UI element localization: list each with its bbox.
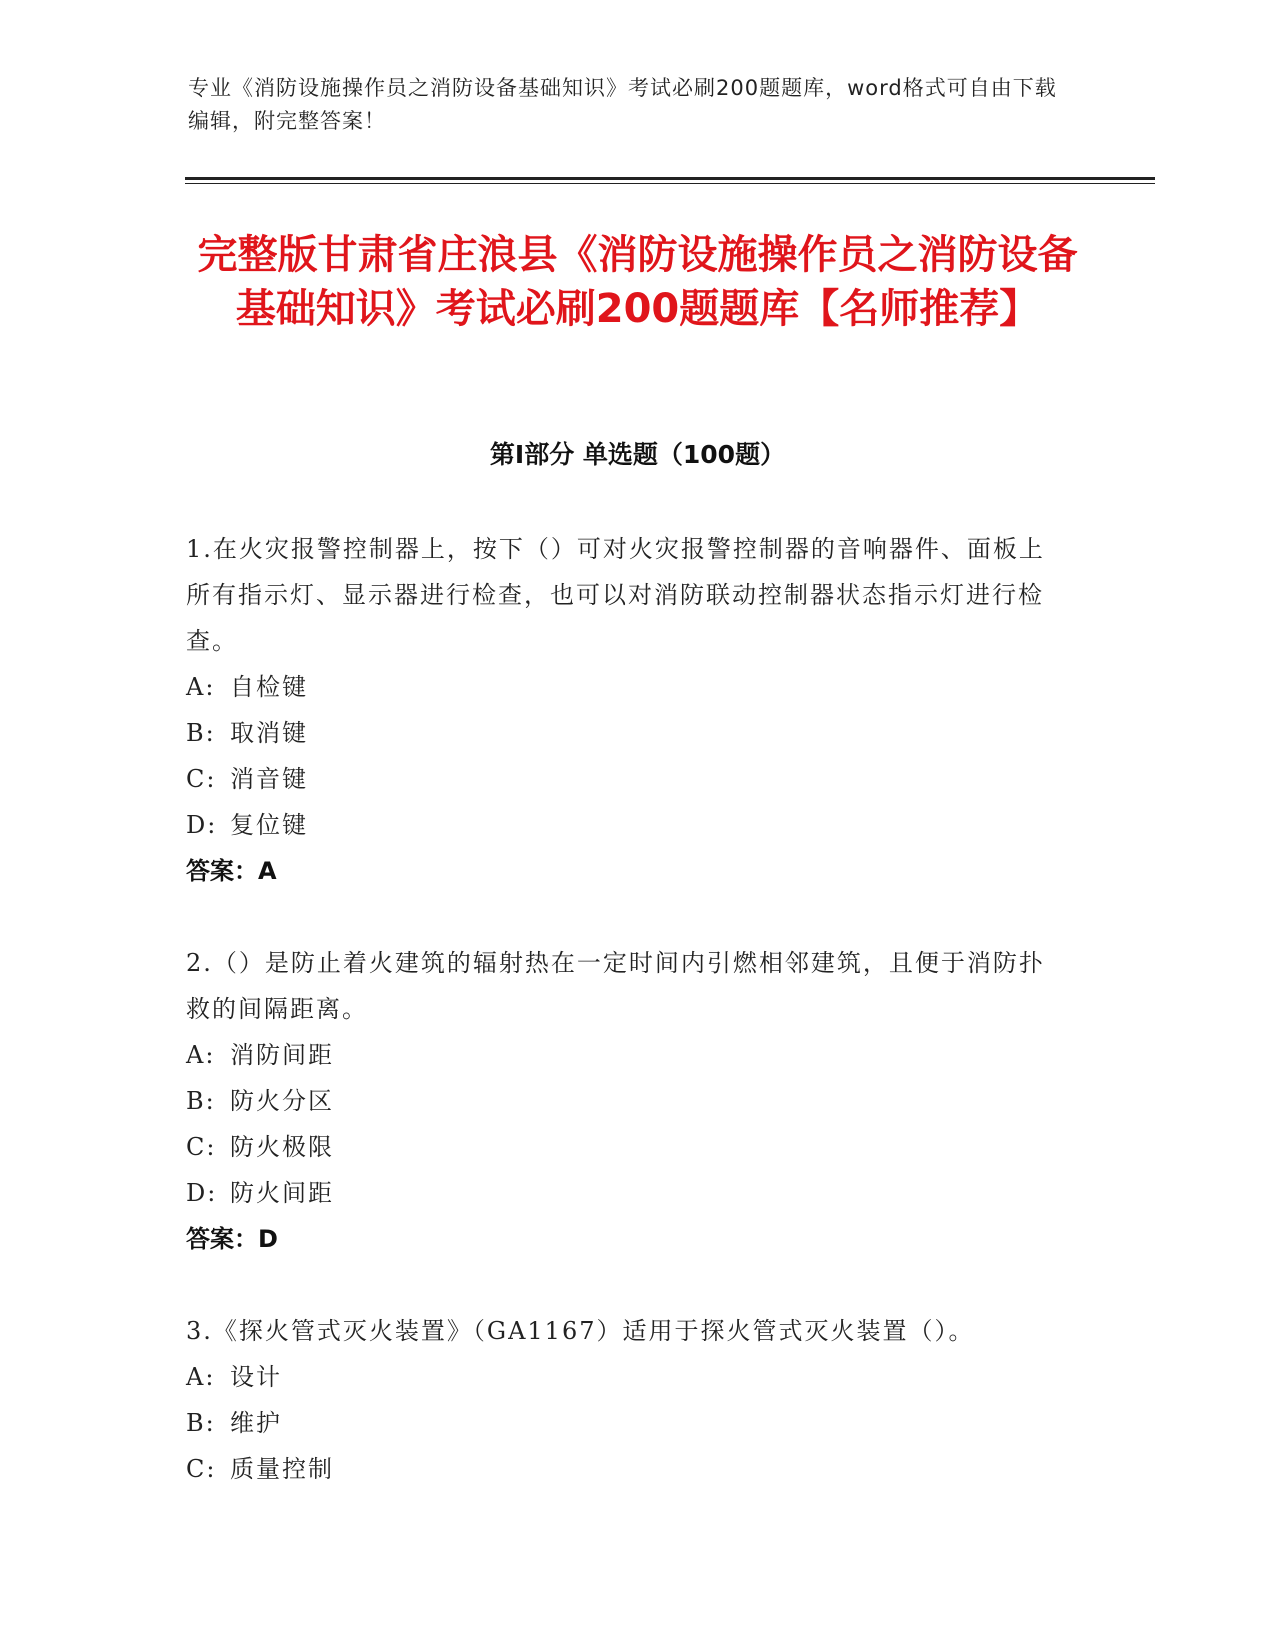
option-letter: B: — [186, 719, 216, 747]
option-text: 设计 — [230, 1363, 282, 1391]
question-3 — [186, 1308, 1066, 1492]
document-title: 完整版甘肃省庄浪县《消防设施操作员之消防设备基础知识》考试必刷200题题库【名师推荐】 — [197, 232, 1078, 332]
option-text: 防火极限 — [230, 1133, 334, 1161]
option-letter: A: — [186, 1041, 216, 1069]
option-text: 自检键 — [230, 673, 308, 701]
option-letter: C: — [186, 765, 217, 793]
option-text: 消防间距 — [230, 1041, 334, 1069]
option-c — [186, 1446, 1066, 1492]
question-2 — [186, 940, 1066, 1262]
option-letter: C: — [186, 1133, 217, 1161]
option-letter: C: — [186, 1455, 217, 1483]
header-note: 专业《消防设施操作员之消防设备基础知识》考试必刷200题题库，word格式可自由下载编辑，附完整答案！ — [188, 76, 1057, 133]
question-list — [186, 526, 1066, 1538]
option-text: 防火间距 — [230, 1179, 334, 1207]
question-stem: 3.《探火管式灭火装置》（GA1167）适用于探火管式灭火装置（）。 — [186, 1317, 975, 1345]
option-b — [186, 710, 1066, 756]
option-text: 复位键 — [230, 811, 308, 839]
header-divider — [185, 177, 1155, 180]
option-text: 取消键 — [230, 719, 308, 747]
option-d — [186, 802, 1066, 848]
option-text: 质量控制 — [230, 1455, 334, 1483]
option-letter: A: — [186, 673, 216, 701]
question-1 — [186, 526, 1066, 894]
question-stem: 2.（）是防止着火建筑的辐射热在一定时间内引燃相邻建筑，且便于消防扑救的间隔距离。 — [186, 949, 1045, 1023]
option-b — [186, 1078, 1066, 1124]
header-divider-thin — [185, 183, 1155, 184]
option-a — [186, 664, 1066, 710]
option-letter: B: — [186, 1409, 216, 1437]
option-letter: B: — [186, 1087, 216, 1115]
option-letter: D: — [186, 1179, 218, 1207]
option-c — [186, 756, 1066, 802]
option-letter: D: — [186, 811, 218, 839]
answer-line: 答案：A — [186, 857, 277, 885]
option-text: 防火分区 — [230, 1087, 334, 1115]
option-d — [186, 1170, 1066, 1216]
section-title: 第I部分 单选题（100题） — [489, 440, 786, 469]
option-text: 消音键 — [230, 765, 308, 793]
option-c — [186, 1124, 1066, 1170]
answer-line: 答案：D — [186, 1225, 278, 1253]
question-stem: 1.在火灾报警控制器上，按下（）可对火灾报警控制器的音响器件、面板上所有指示灯、显示器进行检查，也可以对消防联动控制器状态指示灯进行检查。 — [186, 535, 1045, 655]
option-text: 维护 — [230, 1409, 282, 1437]
option-letter: A: — [186, 1363, 216, 1391]
option-b — [186, 1400, 1066, 1446]
option-a — [186, 1354, 1066, 1400]
option-a — [186, 1032, 1066, 1078]
